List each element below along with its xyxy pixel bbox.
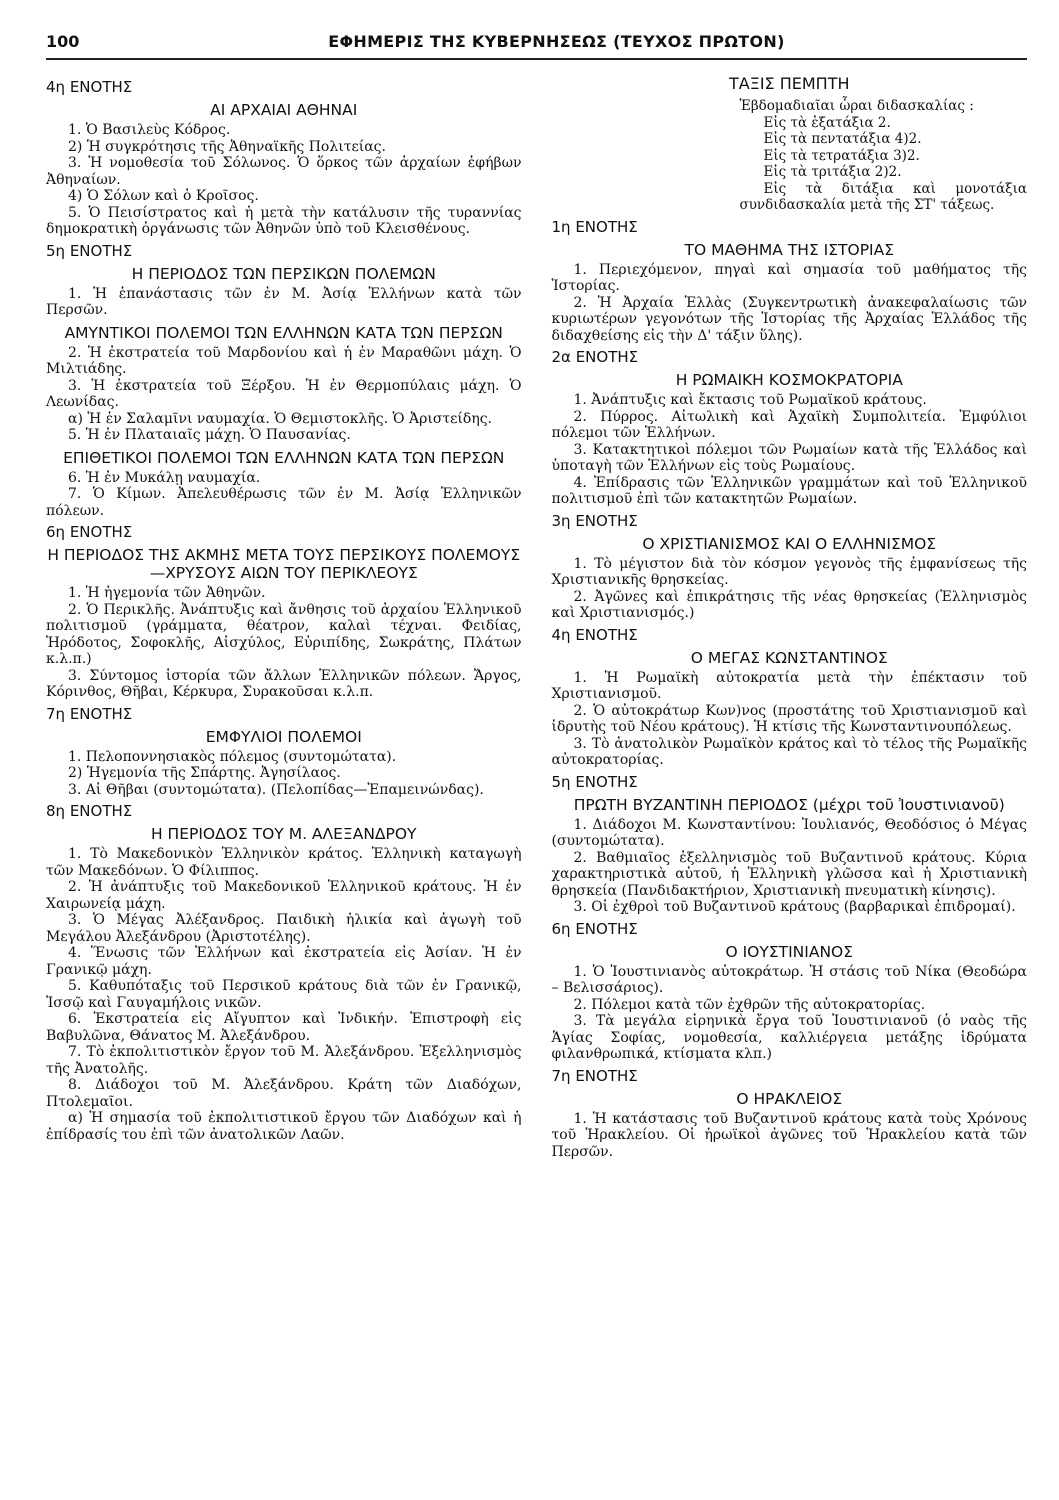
unit-label: 6η ΕΝΟΤΗΣ bbox=[551, 919, 638, 938]
unit-title: Η ΡΩΜΑΙΚΗ ΚΟΣΜΟΚΡΑΤΟΡΙΑ bbox=[675, 371, 903, 389]
list-item: 1. Ἡ Ρωμαϊκὴ αὐτοκρατία μετὰ τὴν ἐπέκτασιν τοῦ Χριστιανισμοῦ. bbox=[551, 669, 1027, 702]
class-title: ΤΑΞΙΣ ΠΕΜΠΤΗ bbox=[728, 74, 850, 93]
unit-title: Η ΠΕΡΙΟΔΟΣ ΤΗΣ ΑΚΜΗΣ ΜΕΤΑ ΤΟΥΣ ΠΕΡΣΙΚΟΥΣ ΠΟΛΕΜΟΥΣ—ΧΡΥΣΟΥΣ ΑΙΩΝ ΤΟΥ ΠΕΡΙΚΛΕΟΥΣ bbox=[47, 546, 521, 582]
list-item: 4. Ἕνωσις τῶν Ἑλλήνων καὶ ἐκστρατεία εἰς Ἀσίαν. Ἡ ἐν Γρανικῷ μάχη. bbox=[46, 945, 522, 978]
list-item: 1. Ἀνάπτυξις καὶ ἔκτασις τοῦ Ρωμαϊκοῦ κράτους. bbox=[573, 392, 927, 408]
list-item: 2. Πόλεμοι κατὰ τῶν ἐχθρῶν τῆς αὐτοκρατορίας. bbox=[573, 996, 926, 1013]
unit-subtitle: ΑΜΥΝΤΙΚΟΙ ΠΟΛΕΜΟΙ ΤΩΝ ΕΛΛΗΝΩΝ ΚΑΤΑ ΤΩΝ ΠΕΡΣΩΝ bbox=[64, 323, 503, 342]
page-number: 100 bbox=[46, 32, 80, 51]
list-item: 4. Ἐπίδρασις τῶν Ἑλληνικῶν γραμμάτων καὶ τοῦ Ἑλληνικοῦ πολιτισμοῦ ἐπὶ τῶν κατακτητῶν Ρωμαίων. bbox=[551, 474, 1027, 507]
list-item: 3. Οἱ ἐχθροὶ τοῦ Βυζαντινοῦ κράτους (βαρβαρικαὶ ἐπιδρομαί). bbox=[573, 899, 1016, 915]
schedule-note: Εἰς τὰ διτάξια καὶ μονοτάξια συνδιδασκαλία μετὰ τῆς ΣΤ' τάξεως. bbox=[739, 180, 1027, 213]
list-item: 3. Αἱ Θῆβαι (συντομώτατα). (Πελοπίδας—Ἐπαμεινώνδας). bbox=[68, 781, 484, 798]
list-item: 3. Κατακτητικοὶ πόλεμοι τῶν Ρωμαίων κατὰ τῆς Ἑλλάδος καὶ ὑποταγὴ τῶν Ἑλλήνων εἰς τοὺς Ρωμαίους. bbox=[551, 441, 1027, 474]
unit-label: 7η ΕΝΟΤΗΣ bbox=[551, 1066, 638, 1085]
list-item: 2. Ἡ ἐκστρατεία τοῦ Μαρδονίου καὶ ἡ ἐν Μαραθῶνι μάχη. Ὁ Μιλτιάδης. bbox=[46, 344, 522, 377]
left-column bbox=[46, 74, 522, 1160]
list-item: 6. Ἡ ἐν Μυκάλῃ ναυμαχία. bbox=[68, 469, 261, 486]
list-item: 3. Τὰ μεγάλα εἰρηνικὰ ἔργα τοῦ Ἰουστινιανοῦ (ὁ ναὸς τῆς Ἁγίας Σοφίας, νομοθεσία, καλλιέργεια μετάξης ἱδρύματα φιλανθρωπικά, κτίσματα κλπ.) bbox=[551, 1013, 1027, 1062]
list-item: 7. Τὸ ἐκπολιτιστικὸν ἔργον τοῦ Μ. Ἀλεξάνδρου. Ἐξελληνισμὸς τῆς Ἀνατολῆς. bbox=[46, 1044, 522, 1077]
schedule-line: Εἰς τὰ τετρατάξια 3)2. bbox=[763, 147, 920, 164]
unit-label: 2α ΕΝΟΤΗΣ bbox=[551, 348, 639, 366]
list-item: 1. Ὁ Ἰουστινιανὸς αὐτοκράτωρ. Ἡ στάσις τοῦ Νίκα (Θεοδώρα – Βελισσάριος). bbox=[551, 963, 1027, 996]
schedule-line: Εἰς τὰ τριτάξια 2)2. bbox=[763, 164, 902, 180]
unit-title: Ο ΗΡΑΚΛΕΙΟΣ bbox=[736, 1089, 843, 1108]
list-item: 1. Περιεχόμενον, πηγαὶ καὶ σημασία τοῦ μαθήματος τῆς Ἱστορίας. bbox=[551, 261, 1027, 294]
list-item: 2) Ἡ συγκρότησις τῆς Ἀθηναϊκῆς Πολιτείας. bbox=[68, 138, 386, 155]
unit-title: Η ΠΕΡΙΟΔΟΣ ΤΟΥ Μ. ΑΛΕΞΑΝΔΡΟΥ bbox=[150, 825, 417, 843]
list-item: 1. Διάδοχοι Μ. Κωνσταντίνου: Ἰουλιανός, Θεοδόσιος ὁ Μέγας (συντομώτατα). bbox=[551, 816, 1027, 849]
list-item: 1. Τὸ Μακεδονικὸν Ἑλληνικὸν κράτος. Ἑλληνικὴ καταγωγὴ τῶν Μακεδόνων. Ὁ Φίλιππος. bbox=[46, 846, 522, 879]
list-item: 3. Ἡ ἐκστρατεία τοῦ Ξέρξου. Ἡ ἐν Θερμοπύλαις μάχη. Ὁ Λεωνίδας. bbox=[46, 377, 522, 410]
unit-label: 4η ΕΝΟΤΗΣ bbox=[551, 625, 638, 644]
list-item: 2. Ὁ Περικλῆς. Ἀνάπτυξις καὶ ἄνθησις τοῦ ἀρχαίου Ἑλληνικοῦ πολιτισμοῦ (γράμματα, θέατρον, καλαὶ τέχναι. Φειδίας, Ἡρόδοτος, Σοφοκλῆς, Αἰσχύλος, Εὐριπίδης, Σωκράτης, Πλάτων κ.λ.π.) bbox=[46, 601, 522, 667]
unit-title: Ο ΧΡΙΣΤΙΑΝΙΣΜΟΣ ΚΑΙ Ο ΕΛΛΗΝΙΣΜΟΣ bbox=[642, 534, 937, 553]
list-item: 8. Διάδοχοι τοῦ Μ. Ἀλεξάνδρου. Κράτη τῶν Διαδόχων, Πτολεμαῖοι. bbox=[46, 1077, 522, 1110]
list-item: 1. Ἡ κατάστασις τοῦ Βυζαντινοῦ κράτους κατὰ τοὺς Χρόνους τοῦ Ἡρακλείου. Οἱ ἡρωϊκοὶ ἀγῶνες τοῦ Ἡρακλείου κατὰ τῶν Περσῶν. bbox=[551, 1110, 1027, 1160]
weekly-hours-schedule bbox=[740, 98, 1028, 214]
list-item: α) Ἡ σημασία τοῦ ἐκπολιτιστικοῦ ἔργου τῶν Διαδόχων καὶ ἡ ἐπίδρασίς του ἐπὶ τῶν ἀνατολικῶν Λαῶν. bbox=[46, 1110, 522, 1143]
list-item: 7. Ὁ Κίμων. Ἀπελευθέρωσις τῶν ἐν Μ. Ἀσίᾳ Ἑλληνικῶν πόλεων. bbox=[46, 486, 522, 519]
list-item: 1. Ἡ ἡγεμονία τῶν Ἀθηνῶν. bbox=[68, 585, 266, 601]
list-item: 3. Ἡ νομοθεσία τοῦ Σόλωνος. Ὁ ὅρκος τῶν ἀρχαίων ἐφήβων Ἀθηναίων. bbox=[46, 155, 522, 188]
list-item: 3. Ὁ Μέγας Ἀλέξανδρος. Παιδικὴ ἡλικία καὶ ἀγωγὴ τοῦ Μεγάλου Ἀλεξάνδρου (Ἀριστοτέλης). bbox=[46, 912, 522, 945]
list-item: 6. Ἐκστρατεία εἰς Αἴγυπτον καὶ Ἰνδικήν. Ἐπιστροφὴ εἰς Βαβυλῶνα, Θάνατος Μ. Ἀλεξάνδρου. bbox=[46, 1011, 522, 1044]
list-item: 1. Ὁ Βασιλεὺς Κόδρος. bbox=[68, 122, 231, 138]
unit-title: Ο ΙΟΥΣΤΙΝΙΑΝΟΣ bbox=[725, 942, 854, 961]
unit-title: ΤΟ ΜΑΘΗΜΑ ΤΗΣ ΙΣΤΟΡΙΑΣ bbox=[684, 240, 895, 259]
list-item: 5. Ὁ Πεισίστρατος καὶ ἡ μετὰ τὴν κατάλυσιν τῆς τυραννίας δημοκρατικὴ ὀργάνωσις τῶν Ἀθηνῶν ὑπὸ τοῦ Κλεισθένους. bbox=[46, 204, 522, 237]
list-item: 3. Σύντομος ἱστορία τῶν ἄλλων Ἑλληνικῶν πόλεων. Ἄργος, Κόρινθος, Θῆβαι, Κέρκυρα, Συρακοῦσαι κ.λ.π. bbox=[46, 667, 522, 700]
schedule-line: Εἰς τὰ πεντατάξια 4)2. bbox=[763, 131, 922, 147]
unit-label: 7η ΕΝΟΤΗΣ bbox=[46, 704, 133, 723]
list-item: 2. Βαθμιαῖος ἐξελληνισμὸς τοῦ Βυζαντινοῦ κράτους. Κύρια χαρακτηριστικὰ αὐτοῦ, ἡ Ἑλληνικὴ γλῶσσα καὶ ἡ Χριστιανικὴ θρησκεία (Πανδιδακτήριον, Χριστιανικὴ πνευματικὴ κίνησις). bbox=[551, 849, 1027, 899]
list-item: 1. Ἡ ἐπανάστασις τῶν ἐν Μ. Ἀσίᾳ Ἑλλήνων κατὰ τῶν Περσῶν. bbox=[46, 285, 522, 318]
list-item: 2. Ἡ Ἀρχαία Ἑλλὰς (Συγκεντρωτικὴ ἀνακεφαλαίωσις τῶν κυριωτέρων γεγονότων τῆς Ἱστορίας τῆς Ἀρχαίας Ἑλλάδος τῆς διδαχθείσης εἰς τὴν Δ' τάξιν ὕλης). bbox=[551, 294, 1027, 344]
list-item: 2. Πύρρος. Αἰτωλικὴ καὶ Ἀχαϊκὴ Συμπολιτεία. Ἐμφύλιοι πόλεμοι τῶν Ἑλλήνων. bbox=[551, 408, 1027, 441]
unit-label: 3η ΕΝΟΤΗΣ bbox=[551, 511, 638, 530]
unit-title: Ο ΜΕΓΑΣ ΚΩΝΣΤΑΝΤΙΝΟΣ bbox=[690, 648, 888, 667]
unit-label: 8η ΕΝΟΤΗΣ bbox=[46, 802, 133, 820]
list-item: 2. Ἀγῶνες καὶ ἐπικράτησις τῆς νέας θρησκείας (Ἑλληνισμὸς καὶ Χριστιανισμός.) bbox=[551, 588, 1027, 621]
gazette-title: ΕΦΗΜΕΡΙΣ ΤΗΣ ΚΥΒΕΡΝΗΣΕΩΣ (ΤΕΥΧΟΣ ΠΡΩΤΟΝ) bbox=[328, 32, 785, 51]
unit-label: 6η ΕΝΟΤΗΣ bbox=[46, 523, 133, 541]
list-item: 5. Ἡ ἐν Πλαταιαῖς μάχη. Ὁ Παυσανίας. bbox=[68, 427, 351, 443]
unit-label: 5η ΕΝΟΤΗΣ bbox=[551, 772, 638, 791]
list-item: 1. Τὸ μέγιστον διὰ τὸν κόσμον γεγονὸς τῆς ἐμφανίσεως τῆς Χριστιανικῆς θρησκείας. bbox=[551, 555, 1027, 588]
right-column bbox=[552, 74, 1028, 1160]
unit-title: Η ΠΕΡΙΟΔΟΣ ΤΩΝ ΠΕΡΣΙΚΩΝ ΠΟΛΕΜΩΝ bbox=[131, 264, 436, 283]
list-item: α) Ἡ ἐν Σαλαμῖνι ναυμαχία. Ὁ Θεμιστοκλῆς. Ὁ Ἀριστείδης. bbox=[68, 410, 492, 427]
list-item: 2) Ἡγεμονία τῆς Σπάρτης. Ἀγησίλαος. bbox=[68, 765, 341, 781]
list-item: 5. Καθυπόταξις τοῦ Περσικοῦ κράτους διὰ τῶν ἐν Γρανικῷ, Ἰσσῷ καὶ Γαυγαμήλοις νικῶν. bbox=[46, 978, 522, 1011]
page-header bbox=[46, 30, 1027, 60]
schedule-heading: Ἑβδομαδιαῖαι ὧραι διδασκαλίας : bbox=[739, 98, 974, 114]
two-column-body bbox=[46, 74, 1027, 1160]
list-item: 2. Ἡ ἀνάπτυξις τοῦ Μακεδονικοῦ Ἑλληνικοῦ κράτους. Ἡ ἐν Χαιρωνείᾳ μάχη. bbox=[46, 879, 522, 912]
list-item: 4) Ὁ Σόλων καὶ ὁ Κροῖσος. bbox=[68, 188, 259, 204]
unit-label: 1η ΕΝΟΤΗΣ bbox=[551, 217, 638, 236]
unit-label: 4η ΕΝΟΤΗΣ bbox=[46, 78, 133, 96]
unit-title: ΑΙ ΑΡΧΑΙΑΙ ΑΘΗΝΑΙ bbox=[210, 101, 358, 119]
list-item: 1. Πελοποννησιακὸς πόλεμος (συντομώτατα). bbox=[68, 748, 397, 765]
unit-label: 5η ΕΝΟΤΗΣ bbox=[46, 241, 133, 260]
list-item: 2. Ὁ αὐτοκράτωρ Κων)νος (προστάτης τοῦ Χριστιανισμοῦ καὶ ἱδρυτὴς τοῦ Νέου κράτους). Ἡ κτίσις τῆς Κωνσταντινουπόλεως. bbox=[551, 702, 1027, 735]
list-item: 3. Τὸ ἀνατολικὸν Ρωμαϊκὸν κράτος καὶ τὸ τέλος τῆς Ρωμαϊκῆς αὐτοκρατορίας. bbox=[551, 735, 1027, 768]
unit-subtitle: ΕΠΙΘΕΤΙΚΟΙ ΠΟΛΕΜΟΙ ΤΩΝ ΕΛΛΗΝΩΝ ΚΑΤΑ ΤΩΝ ΠΕΡΣΩΝ bbox=[63, 448, 505, 467]
unit-title: ΠΡΩΤΗ ΒΥΖΑΝΤΙΝΗ ΠΕΡΙΟΔΟΣ (μέχρι τοῦ Ἰουστινιανοῦ) bbox=[573, 795, 1005, 814]
schedule-line: Εἰς τὰ ἑξατάξια 2. bbox=[763, 114, 891, 131]
unit-title: ΕΜΦΥΛΙΟΙ ΠΟΛΕΜΟΙ bbox=[205, 727, 362, 746]
